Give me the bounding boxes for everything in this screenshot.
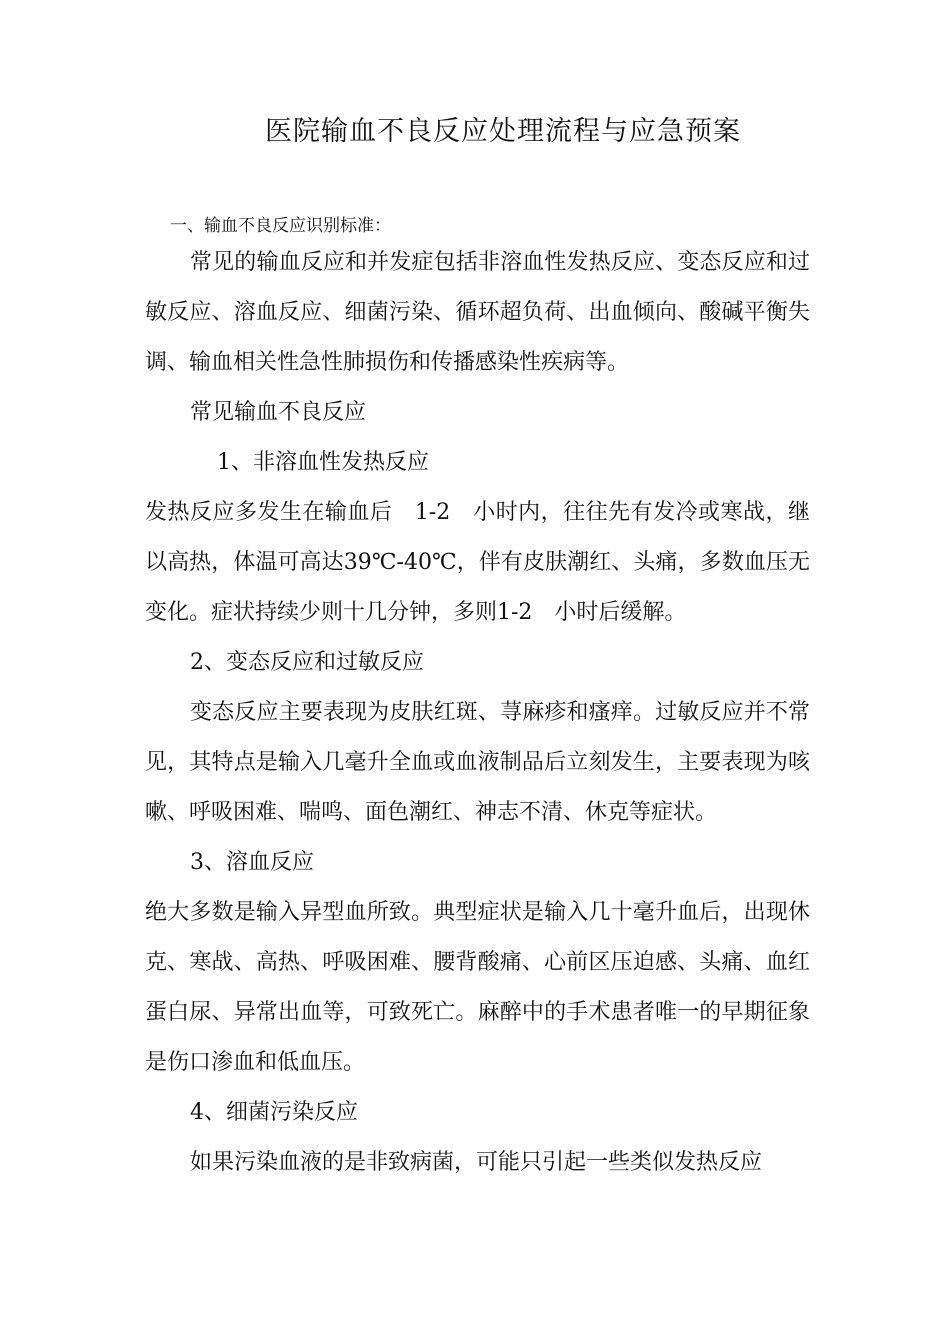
- item-body-febrile: 发热反应多发生在输血后 1-2 小时内，往往先有发冷或寒战，继以高热，体温可高达39℃-40℃，伴有皮肤潮红、头痛，多数血压无变化。症状持续少则十几分钟，多则1-2 小时后缓解。: [145, 500, 810, 625]
- paragraph-intro: 常见的输血反应和并发症包括非溶血性发热反应、变态反应和过敏反应、溶血反应、细菌污染、循环超负荷、出血倾向、酸碱平衡失调、输血相关性急性肺损伤和传播感染性疾病等。: [145, 250, 810, 375]
- item-body-bacterial: 如果污染血液的是非致病菌，可能只引起一些类似发热反应: [190, 1150, 763, 1175]
- item-heading-hemolytic: 3、溶血反应: [190, 850, 314, 875]
- item-body-hemolytic: 绝大多数是输入异型血所致。典型症状是输入几十毫升血后，出现休克、寒战、高热、呼吸困难、腰背酸痛、心前区压迫感、头痛、血红蛋白尿、异常出血等，可致死亡。麻醉中的手术患者唯一的早期征象是伤口渗血和低血压。: [145, 900, 810, 1075]
- item-heading-bacterial: 4、细菌污染反应: [190, 1100, 358, 1125]
- document-title: 医院输血不良反应处理流程与应急预案: [265, 116, 741, 147]
- document-body: [145, 238, 810, 1188]
- item-heading-allergic: 2、变态反应和过敏反应: [190, 650, 424, 675]
- item-body-allergic: 变态反应主要表现为皮肤红斑、荨麻疹和瘙痒。过敏反应并不常见，其特点是输入几毫升全血或血液制品后立刻发生，主要表现为咳嗽、呼吸困难、喘鸣、面色潮红、神志不清、休克等症状。: [145, 700, 810, 825]
- item-heading-febrile: 1、非溶血性发热反应: [217, 450, 429, 475]
- section-heading: 一、输血不良反应识别标准：: [170, 216, 391, 236]
- subheading-common-reactions: 常见输血不良反应: [190, 400, 367, 425]
